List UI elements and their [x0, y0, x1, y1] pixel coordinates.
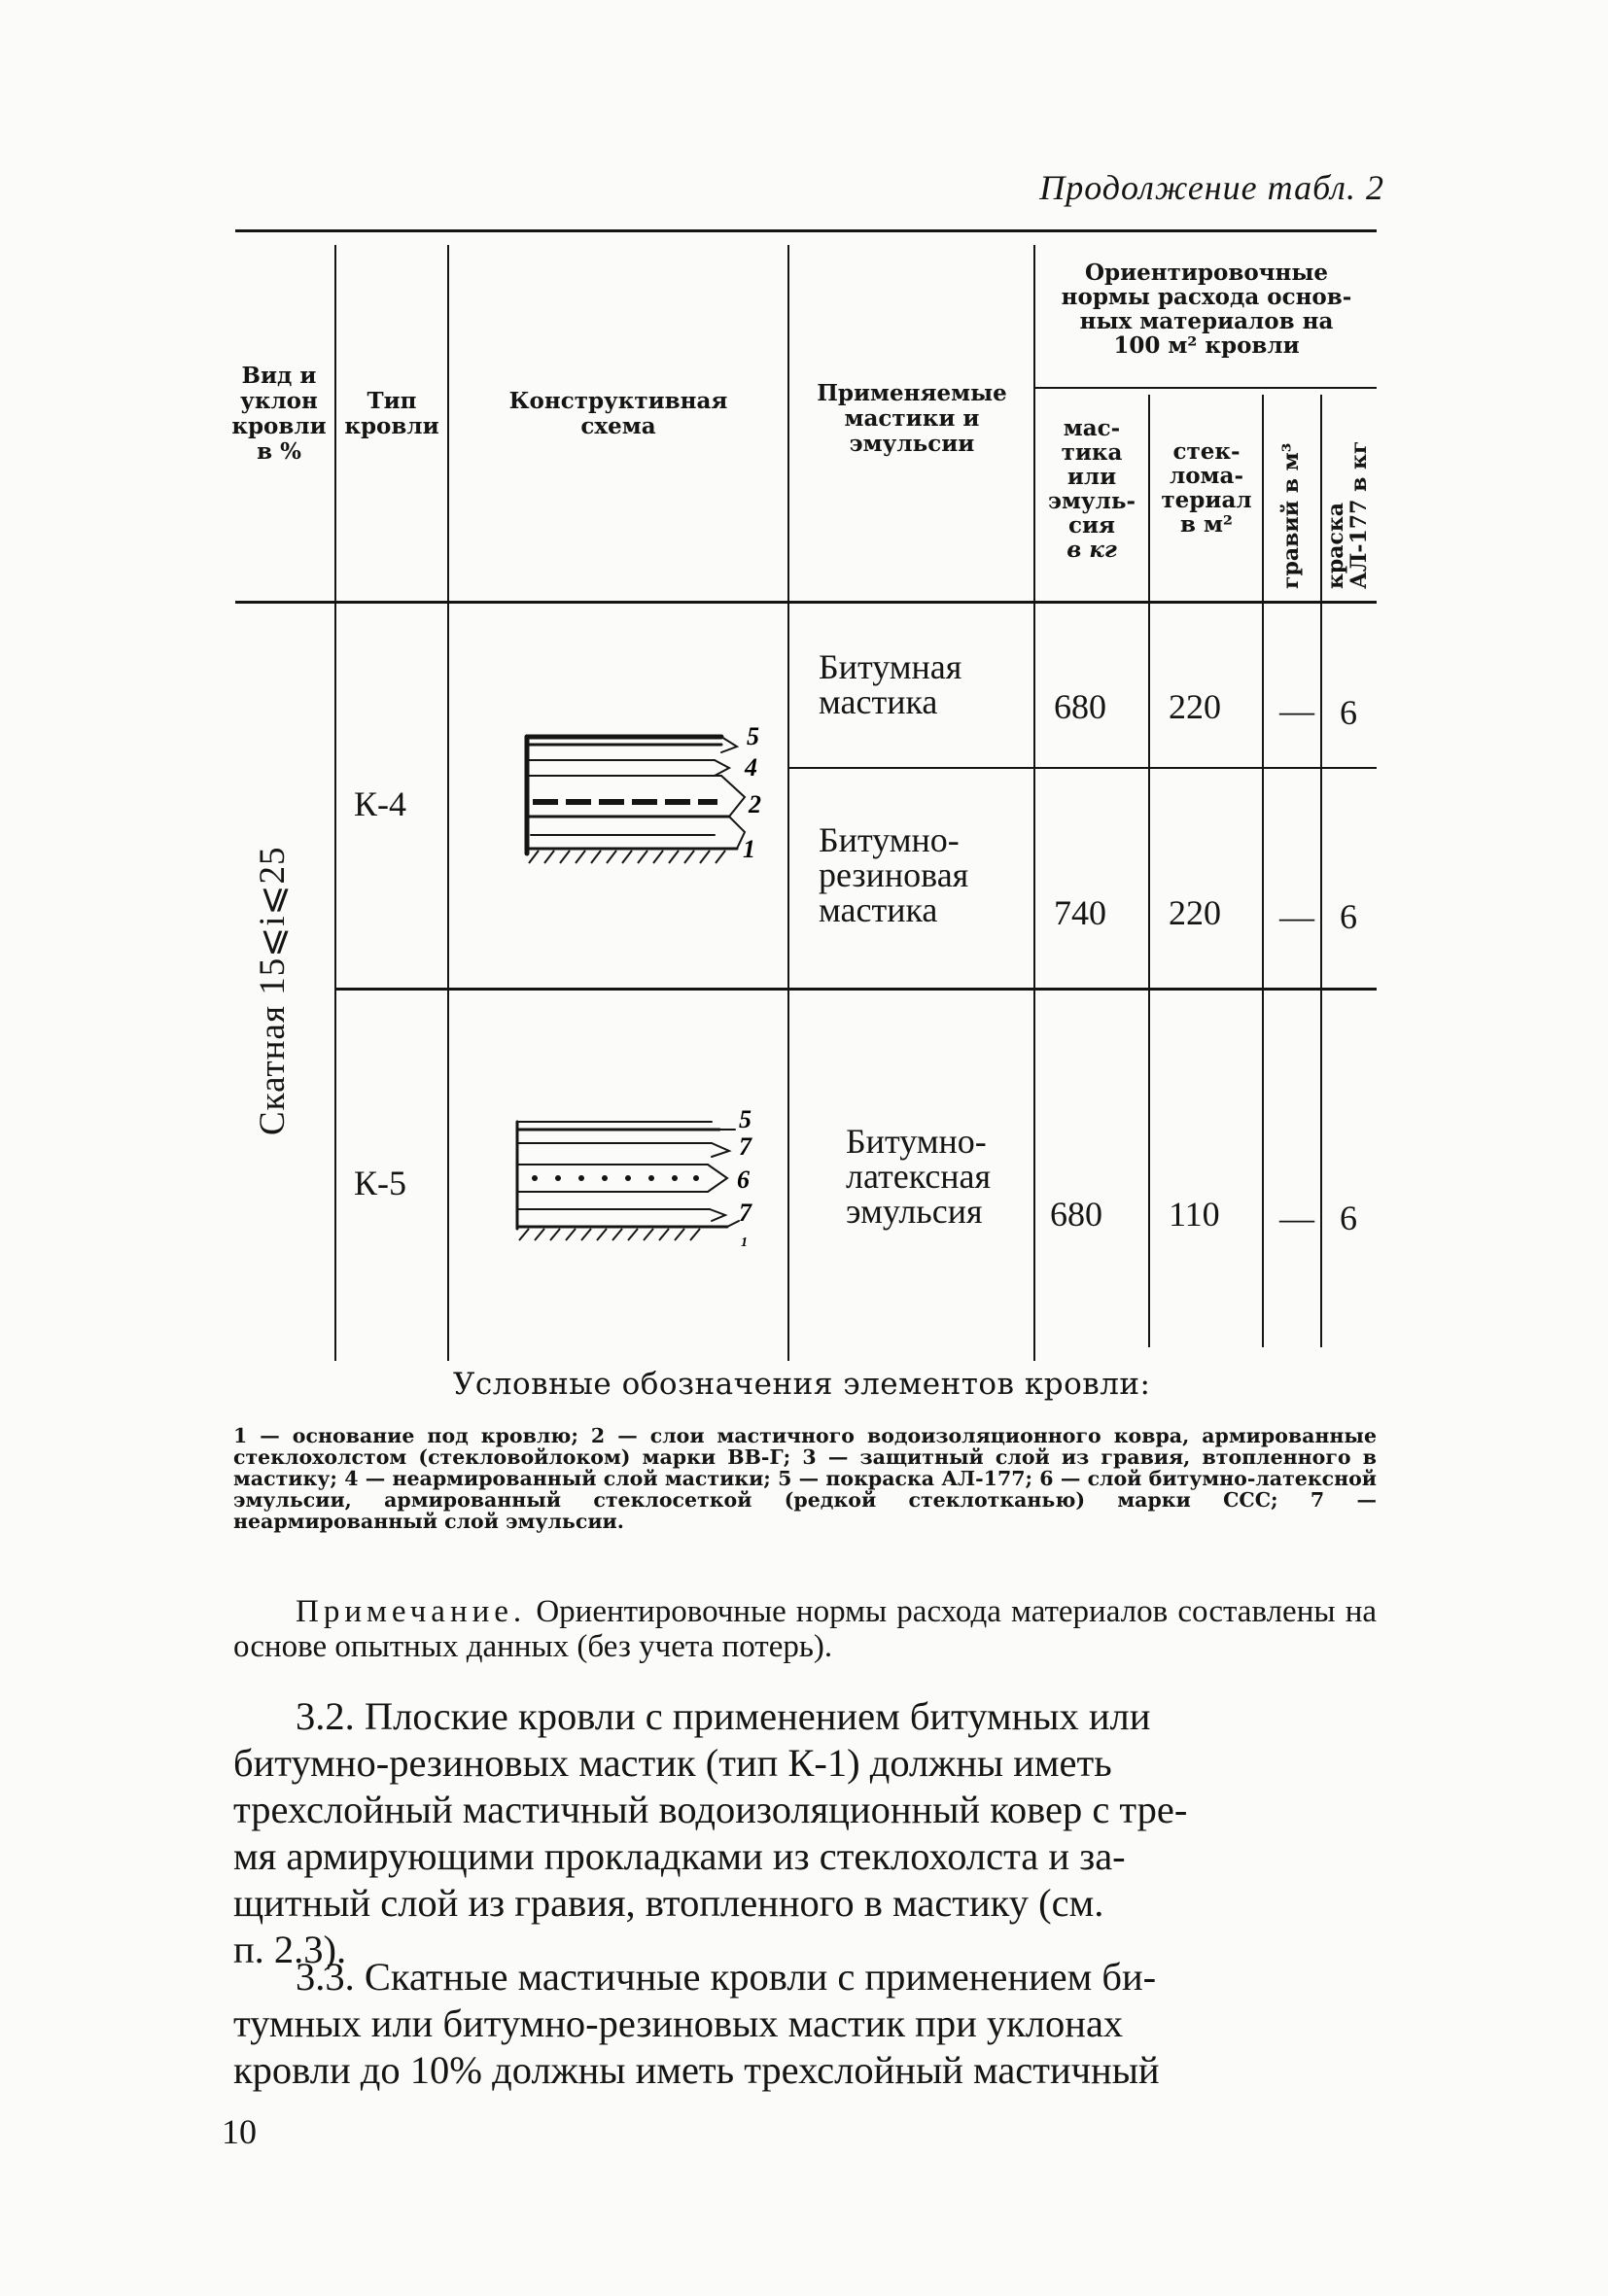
header-mastic-consumption: мас- тика или эмуль- сия в кг — [1047, 415, 1136, 563]
col-line-7 — [1320, 395, 1322, 1347]
row2-gravel-value: — — [1279, 897, 1314, 936]
row3-paint-value: 6 — [1340, 1199, 1357, 1237]
col-line-5 — [1148, 395, 1150, 1347]
k5-label-5: 5 — [739, 1105, 752, 1133]
k4-label-4: 4 — [745, 753, 757, 782]
header-paint: краска АЛ-177 в кг — [1323, 440, 1372, 589]
k4-label-1: 1 — [743, 835, 755, 863]
note-label: Примечание. — [296, 1594, 527, 1629]
material-bitumen-rubber-mastic: Битумно- резиновая мастика — [819, 820, 969, 929]
material-bitumen-mastic: Битумная мастика — [819, 647, 962, 721]
row3-gravel-value: — — [1279, 1199, 1314, 1237]
k5-label-7a: 7 — [739, 1132, 752, 1161]
k4-label-2: 2 — [749, 790, 761, 818]
row-divider-2 — [336, 988, 1377, 991]
header-scheme: Конструктивная схема — [508, 388, 728, 439]
row2-glass-value: 220 — [1169, 893, 1221, 932]
header-mastics: Применяемые мастики и эмульсии — [817, 380, 1007, 457]
norms-subheader-rule — [1033, 387, 1377, 389]
header-norms: Ориентировочные нормы расхода основ- ных материалов на 100 м² кровли — [1061, 260, 1352, 359]
k5-label-7b: 7 — [739, 1199, 752, 1227]
header-glass-material: стек- лома- териал в м² — [1161, 438, 1252, 538]
table-continuation-caption: Продолжение табл. 2 — [1039, 168, 1384, 207]
k5-label-6: 6 — [737, 1165, 750, 1194]
scheme-k4 — [515, 719, 768, 875]
col-line-6 — [1262, 395, 1264, 1347]
note-block — [233, 1594, 1377, 1664]
header-roof-kind: Вид и уклон кровли в % — [231, 363, 327, 465]
header-gravel: гравий в м³ — [1278, 442, 1304, 589]
row1-mastic-value: 680 — [1054, 687, 1106, 726]
note-text: Ориентировочные нормы расхода материалов составлены на основе опытных данных (без учета потерь). — [233, 1594, 1377, 1664]
k5-label-1: 1 — [741, 1235, 748, 1250]
row2-paint-value: 6 — [1340, 897, 1357, 936]
table-top-rule — [235, 229, 1377, 232]
legend-title: Условные обозначения элементов кровли: — [453, 1367, 1151, 1402]
col-line-3 — [787, 245, 789, 1361]
material-bitumen-latex-emulsion: Битумно- латексная эмульсия — [846, 1122, 992, 1231]
scheme-k5 — [506, 1095, 768, 1250]
col-line-1 — [334, 245, 336, 1361]
roof-type-k5: К-5 — [354, 1164, 406, 1202]
table-header-bottom-rule — [235, 601, 1377, 604]
row2-mastic-value: 740 — [1054, 893, 1106, 932]
roof-type-k4: К-4 — [354, 784, 406, 823]
header-roof-type: Тип кровли — [344, 388, 439, 439]
k4-label-5: 5 — [747, 722, 759, 750]
roof-kind-value: Скатная 15⩽i⩽25 — [253, 846, 293, 1135]
row-divider-1 — [789, 767, 1377, 769]
row1-glass-value: 220 — [1169, 687, 1221, 726]
col-line-4 — [1033, 245, 1035, 1361]
row1-paint-value: 6 — [1340, 693, 1357, 732]
paragraph-3-2: 3.2. Плоские кровли с применением битумных или битумно-резиновых мастик (тип К-1) должны иметь трехслойный мастичный водоизоляционный ковер с тре- мя армирующими прокладками из стеклохолста и за- щитный слой из гравия, втопленного в мастику (см. п. 2.3). — [233, 1694, 1188, 1971]
row1-gravel-value: — — [1279, 691, 1314, 730]
paragraph-3-3: 3.3. Скатные мастичные кровли с применением би- тумных или битумно-резиновых мастик при уклонах кровли до 10% должны иметь трехслойный мастичный — [233, 1955, 1160, 2092]
row3-glass-value: 110 — [1169, 1195, 1220, 1234]
page-number: 10 — [222, 2112, 257, 2151]
legend-text: 1 — основание под кровлю; 2 — слои мастичного водоизоляционного ковра, армированные стеклохолстом (стекловойлоком) марки ВВ-Г; 3 — защитный слой из гравия, втопленного в мастику; 4 — неармированный слой мастики; 5 — покраска АЛ-177; 6 — слой битумно-латексной эмульсии, армированный стеклосеткой (редкой стеклотканью) марки ССС; 7 — неармированный слой эмульсии. — [233, 1424, 1377, 1533]
row3-mastic-value: 680 — [1050, 1195, 1102, 1234]
col-line-2 — [447, 245, 449, 1361]
